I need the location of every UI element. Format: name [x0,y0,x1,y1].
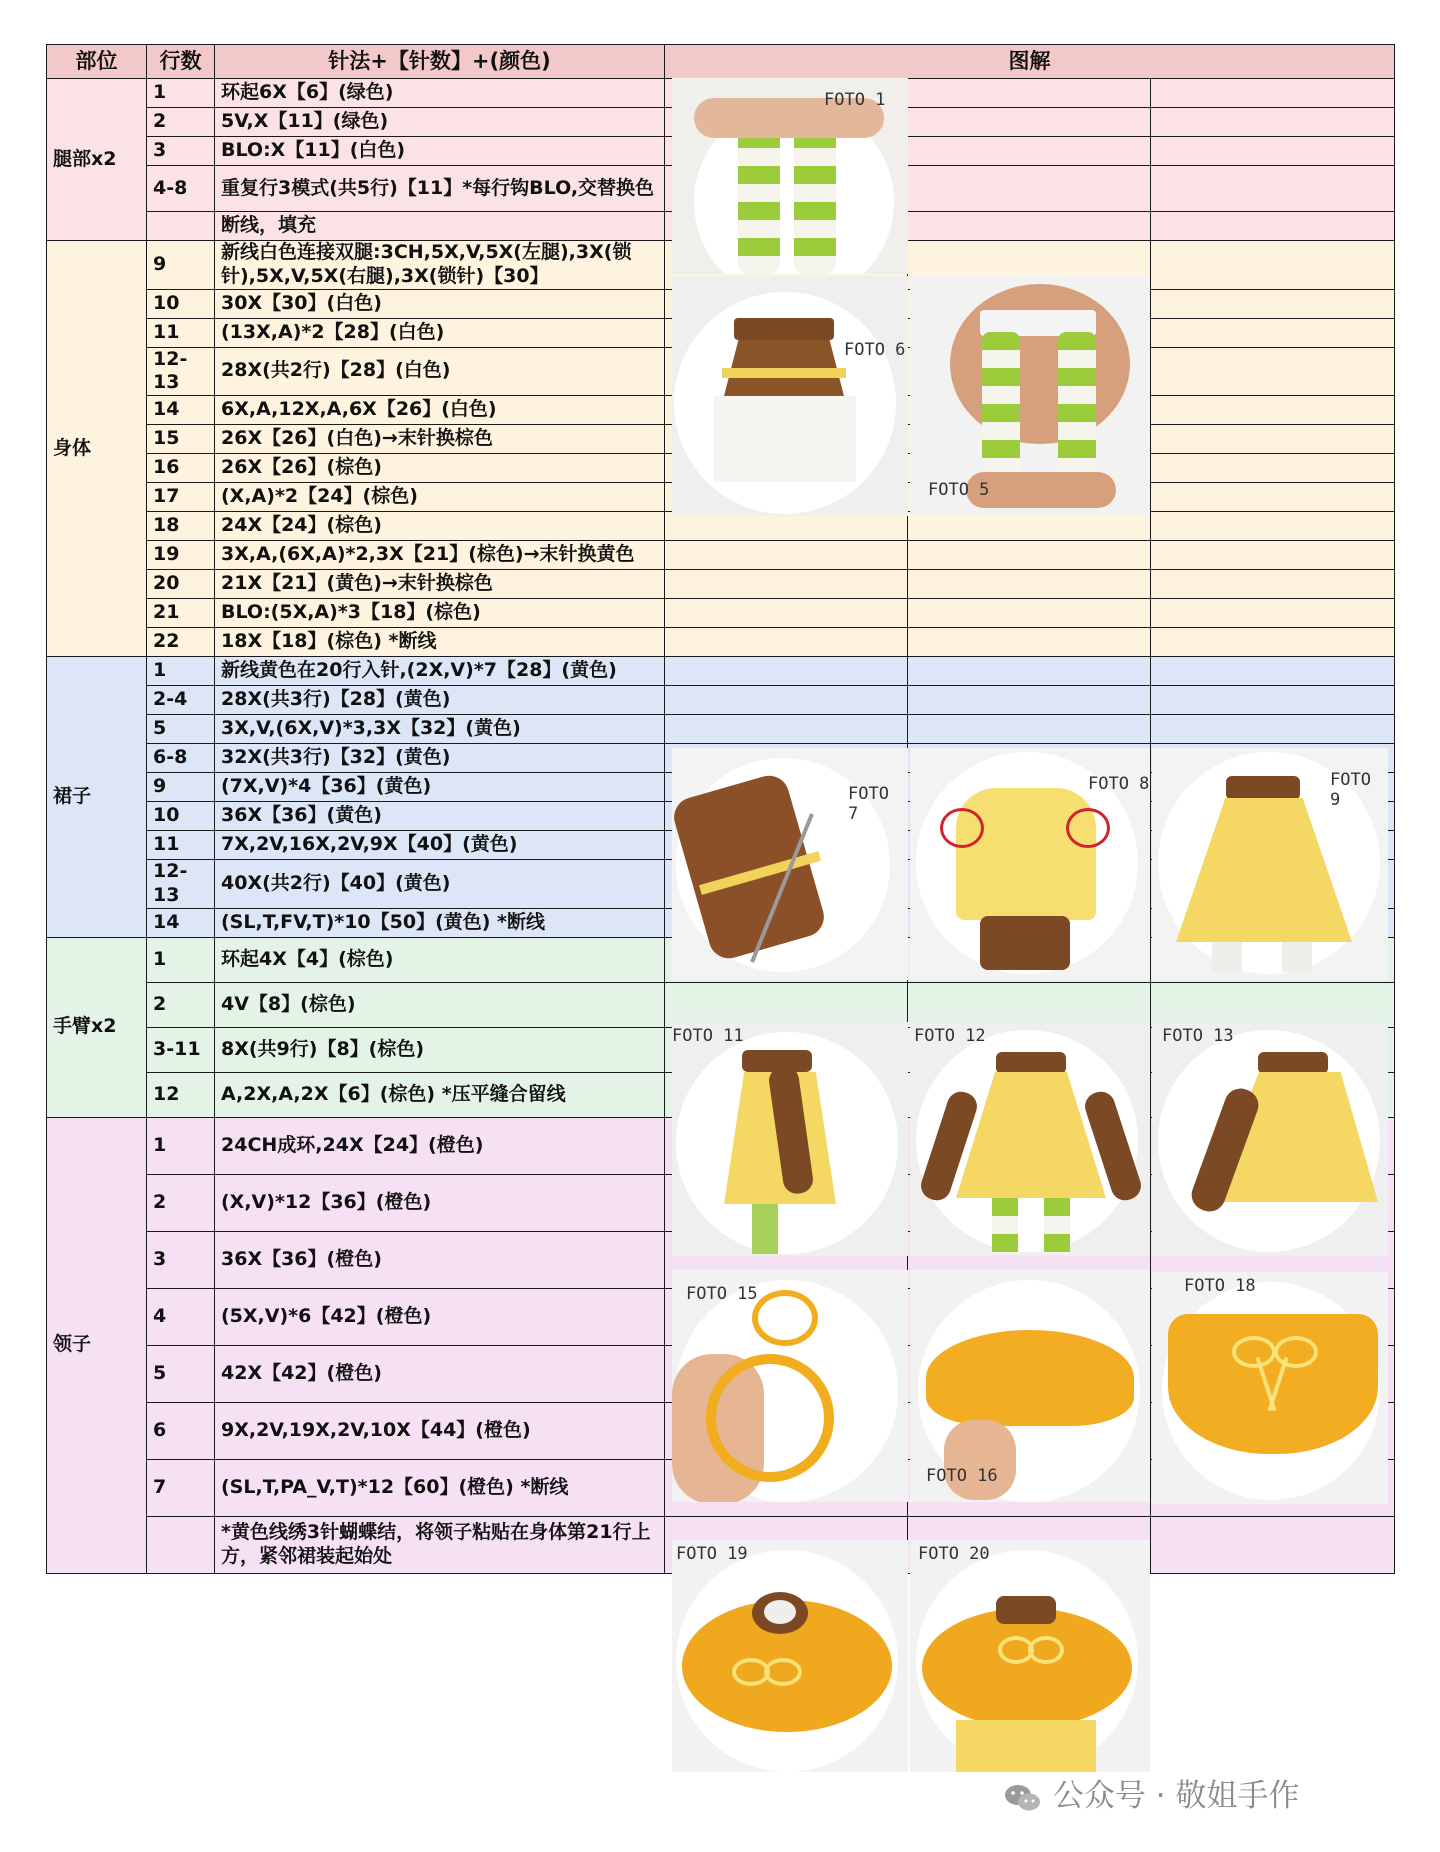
diagram-cell [665,657,908,686]
row-number: 1 [147,657,215,686]
diagram-cell [1151,570,1395,599]
row-number: 2 [147,108,215,137]
row-number: 21 [147,599,215,628]
diagram-cell [908,79,1151,108]
table-row [47,657,1395,686]
photo-foto15 [672,1270,908,1502]
stitch-instruction: (X,A)*2【24】(棕色) [215,483,665,512]
caption-foto15: FOTO 15 [686,1284,758,1304]
row-number: 11 [147,318,215,347]
row-number: 2 [147,1174,215,1231]
diagram-cell [1151,212,1395,241]
stitch-instruction: 36X【36】(黄色) [215,802,665,831]
row-number: 2-4 [147,686,215,715]
header-part: 部位 [47,45,147,79]
table-row [47,541,1395,570]
caption-foto6: FOTO 6 [844,340,906,360]
section-name: 手臂x2 [47,937,147,1117]
stitch-instruction: 新线黄色在20行入针,(2X,V)*7【28】(黄色) [215,657,665,686]
stitch-instruction: 28X(共2行)【28】(白色) [215,347,665,396]
diagram-cell [1151,1516,1395,1573]
row-number: 14 [147,908,215,937]
row-number: 6-8 [147,744,215,773]
diagram-cell [665,715,908,744]
table-row [47,628,1395,657]
stitch-instruction: 环起6X【6】(绿色) [215,79,665,108]
row-number: 14 [147,396,215,425]
stitch-instruction: 3X,A,(6X,A)*2,3X【21】(棕色)→末针换黄色 [215,541,665,570]
row-number: 12-13 [147,860,215,909]
row-number: 5 [147,715,215,744]
row-number: 3 [147,137,215,166]
stitch-instruction: A,2X,A,2X【6】(棕色) *压平缝合留线 [215,1072,665,1117]
footer-account [1003,1770,1299,1815]
diagram-cell [1151,241,1395,290]
stitch-instruction: 环起4X【4】(棕色) [215,937,665,982]
diagram-cell [1151,657,1395,686]
section-name: 腿部x2 [47,79,147,241]
stitch-instruction: 断线，填充 [215,212,665,241]
stitch-instruction: (7X,V)*4【36】(黄色) [215,773,665,802]
photo-foto19 [672,1540,908,1772]
stitch-instruction: BLO:(5X,A)*3【18】(棕色) [215,599,665,628]
caption-foto7: FOTO 7 [848,784,889,824]
diagram-cell [908,686,1151,715]
wechat-icon [1003,1783,1043,1813]
row-number [147,212,215,241]
stitch-instruction: 24X【24】(棕色) [215,512,665,541]
stitch-instruction: 28X(共3行)【28】(黄色) [215,686,665,715]
photo-foto11 [672,1022,908,1256]
row-number: 16 [147,454,215,483]
caption-foto5: FOTO 5 [928,480,990,500]
photo-foto9 [1152,748,1388,980]
row-number: 3 [147,1231,215,1288]
diagram-cell [1151,982,1395,1027]
stitch-instruction: 6X,A,12X,A,6X【26】(白色) [215,396,665,425]
stitch-instruction: (5X,V)*6【42】(橙色) [215,1288,665,1345]
section-name: 领子 [47,1117,147,1573]
table-row [47,715,1395,744]
caption-foto9: FOTO 9 [1330,770,1371,810]
diagram-cell [665,686,908,715]
diagram-cell [908,599,1151,628]
diagram-cell [908,982,1151,1027]
stitch-instruction: 32X(共3行)【32】(黄色) [215,744,665,773]
diagram-cell [908,715,1151,744]
diagram-cell [1151,483,1395,512]
caption-foto11: FOTO 11 [672,1026,744,1046]
diagram-cell [1151,599,1395,628]
photo-foto16 [910,1270,1150,1502]
stitch-instruction: 9X,2V,19X,2V,10X【44】(橙色) [215,1402,665,1459]
caption-foto18: FOTO 18 [1184,1276,1256,1296]
row-number: 9 [147,773,215,802]
stitch-instruction: 26X【26】(棕色) [215,454,665,483]
row-number: 22 [147,628,215,657]
stitch-instruction: 7X,2V,16X,2V,9X【40】(黄色) [215,831,665,860]
caption-foto19: FOTO 19 [676,1544,748,1564]
header-diagram: 图解 [665,45,1395,79]
stitch-instruction: BLO:X【11】(白色) [215,137,665,166]
header-row-count: 行数 [147,45,215,79]
caption-foto1: FOTO 1 [824,90,886,110]
table-row [47,570,1395,599]
table-row [47,686,1395,715]
diagram-cell [908,570,1151,599]
diagram-cell [1151,541,1395,570]
caption-foto16: FOTO 16 [926,1466,998,1486]
stitch-instruction: 18X【18】(棕色) *断线 [215,628,665,657]
row-number: 1 [147,937,215,982]
photo-foto20 [910,1540,1150,1772]
row-number: 19 [147,541,215,570]
photo-foto7 [672,748,908,980]
caption-foto20: FOTO 20 [918,1544,990,1564]
stitch-instruction: 36X【36】(橙色) [215,1231,665,1288]
diagram-cell [908,108,1151,137]
row-number: 10 [147,289,215,318]
diagram-cell [665,599,908,628]
stitch-instruction: (SL,T,PA_V,T)*12【60】(橙色) *断线 [215,1459,665,1516]
stitch-instruction: 40X(共2行)【40】(黄色) [215,860,665,909]
row-number: 3-11 [147,1027,215,1072]
row-number: 20 [147,570,215,599]
photo-foto1 [672,78,908,274]
stitch-instruction: 8X(共9行)【8】(棕色) [215,1027,665,1072]
stitch-instruction: 3X,V,(6X,V)*3,3X【32】(黄色) [215,715,665,744]
stitch-instruction: (13X,A)*2【28】(白色) [215,318,665,347]
stitch-instruction: 5V,X【11】(绿色) [215,108,665,137]
diagram-cell [1151,512,1395,541]
photo-foto13 [1152,1022,1388,1256]
stitch-instruction: (SL,T,FV,T)*10【50】(黄色) *断线 [215,908,665,937]
table-row [47,599,1395,628]
diagram-cell [908,657,1151,686]
row-number: 11 [147,831,215,860]
row-number: 12 [147,1072,215,1117]
diagram-cell [908,628,1151,657]
row-number: 1 [147,1117,215,1174]
row-number: 5 [147,1345,215,1402]
diagram-cell [908,212,1151,241]
footer-text: 公众号 · 敬姐手作 [1052,1778,1300,1814]
stitch-instruction: 4V【8】(棕色) [215,982,665,1027]
diagram-cell [1151,318,1395,347]
stitch-instruction: *黄色线绣3针蝴蝶结，将领子粘贴在身体第21行上方，紧邻裙装起始处 [215,1516,665,1573]
diagram-cell [1151,686,1395,715]
row-number: 7 [147,1459,215,1516]
photo-foto8 [910,748,1150,980]
row-number: 17 [147,483,215,512]
section-name: 身体 [47,241,147,657]
stitch-instruction: 新线白色连接双腿:3CH,5X,V,5X(左腿),3X(锁针),5X,V,5X(右腿),3X(锁针)【30】 [215,241,665,290]
row-number: 9 [147,241,215,290]
stitch-instruction: 重复行3模式(共5行)【11】*每行钩BLO,交替换色 [215,166,665,212]
diagram-cell [1151,425,1395,454]
diagram-cell [665,982,908,1027]
header-stitch: 针法+【针数】+(颜色) [215,45,665,79]
row-number: 2 [147,982,215,1027]
diagram-cell [665,541,908,570]
diagram-cell [1151,289,1395,318]
row-number: 12-13 [147,347,215,396]
diagram-cell [665,570,908,599]
row-number: 18 [147,512,215,541]
diagram-cell [1151,108,1395,137]
row-number [147,1516,215,1573]
stitch-instruction: 21X【21】(黄色)→末针换棕色 [215,570,665,599]
diagram-cell [1151,166,1395,212]
diagram-cell [908,541,1151,570]
diagram-cell [1151,79,1395,108]
header-row [47,45,1395,79]
stitch-instruction: 26X【26】(白色)→末针换棕色 [215,425,665,454]
row-number: 6 [147,1402,215,1459]
caption-foto12: FOTO 12 [914,1026,986,1046]
caption-foto13: FOTO 13 [1162,1026,1234,1046]
diagram-cell [908,166,1151,212]
caption-foto8: FOTO 8 [1088,774,1150,794]
diagram-cell [1151,347,1395,396]
section-name: 裙子 [47,657,147,938]
diagram-cell [908,137,1151,166]
photo-foto6 [672,276,908,516]
photo-foto18 [1152,1272,1388,1504]
diagram-cell [1151,628,1395,657]
row-number: 10 [147,802,215,831]
diagram-cell [1151,454,1395,483]
diagram-cell [665,628,908,657]
diagram-cell [1151,396,1395,425]
row-number: 1 [147,79,215,108]
stitch-instruction: 30X【30】(白色) [215,289,665,318]
stitch-instruction: (X,V)*12【36】(橙色) [215,1174,665,1231]
stitch-instruction: 24CH成环,24X【24】(橙色) [215,1117,665,1174]
table-row [47,982,1395,1027]
row-number: 4 [147,1288,215,1345]
photo-foto12 [910,1022,1150,1256]
diagram-cell [1151,137,1395,166]
diagram-cell [1151,715,1395,744]
row-number: 15 [147,425,215,454]
photo-foto5 [910,276,1150,516]
row-number: 4-8 [147,166,215,212]
stitch-instruction: 42X【42】(橙色) [215,1345,665,1402]
